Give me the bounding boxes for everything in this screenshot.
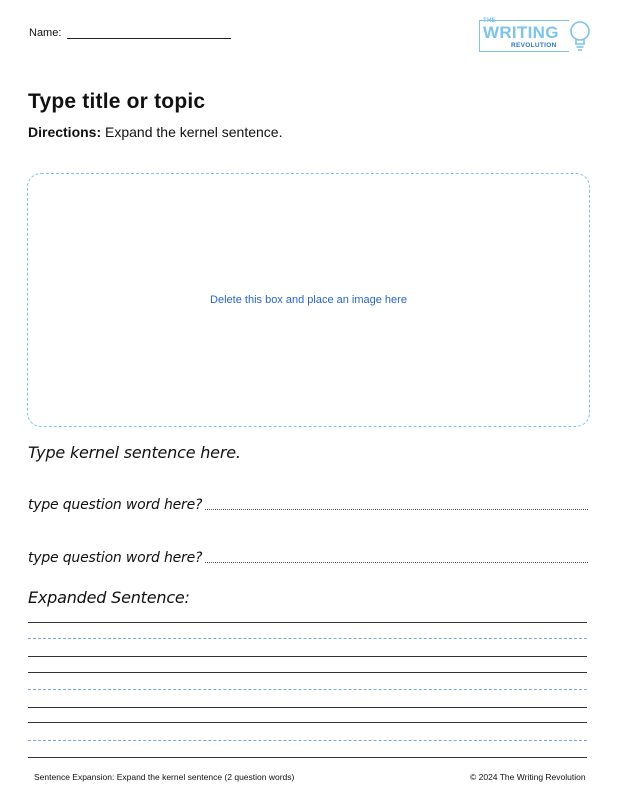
name-row — [29, 27, 231, 39]
writing-line-solid[interactable] — [28, 757, 587, 758]
image-placeholder-box[interactable] — [27, 173, 590, 427]
directions — [28, 124, 282, 140]
writing-line-dashed — [28, 740, 587, 741]
expanded-sentence-label: Expanded Sentence: — [28, 588, 190, 607]
name-label: Name: — [29, 27, 62, 39]
logo-the: THE — [483, 18, 496, 24]
question-word-1[interactable]: type question word here? — [28, 497, 203, 513]
writing-line-solid[interactable] — [28, 722, 587, 723]
writing-line-solid[interactable] — [28, 622, 587, 623]
answer-line-2[interactable] — [205, 549, 588, 563]
directions-text: Expand the kernel sentence. — [105, 124, 283, 140]
writing-line-solid[interactable] — [28, 707, 587, 708]
answer-line-1[interactable] — [205, 496, 588, 510]
writing-revolution-logo — [479, 18, 591, 54]
lightbulb-icon — [569, 18, 591, 54]
question-word-2[interactable]: type question word here? — [28, 550, 203, 566]
logo-writing: WRITING — [483, 23, 559, 42]
writing-line-solid[interactable] — [28, 672, 587, 673]
footer-description: Sentence Expansion: Expand the kernel sentence (2 question words) — [34, 772, 295, 782]
writing-line-dashed — [28, 638, 587, 639]
logo-revolution: REVOLUTION — [511, 42, 557, 49]
writing-line-dashed — [28, 689, 587, 690]
footer-copyright: © 2024 The Writing Revolution — [470, 772, 586, 782]
page-title[interactable]: Type title or topic — [28, 90, 206, 113]
image-placeholder-text: Delete this box and place an image here — [210, 294, 407, 306]
directions-label: Directions: — [28, 124, 102, 140]
writing-line-solid[interactable] — [28, 656, 587, 657]
kernel-sentence[interactable]: Type kernel sentence here. — [28, 443, 241, 462]
name-field-line[interactable] — [67, 27, 231, 39]
question-row-1 — [28, 496, 588, 513]
question-row-2 — [28, 549, 588, 566]
